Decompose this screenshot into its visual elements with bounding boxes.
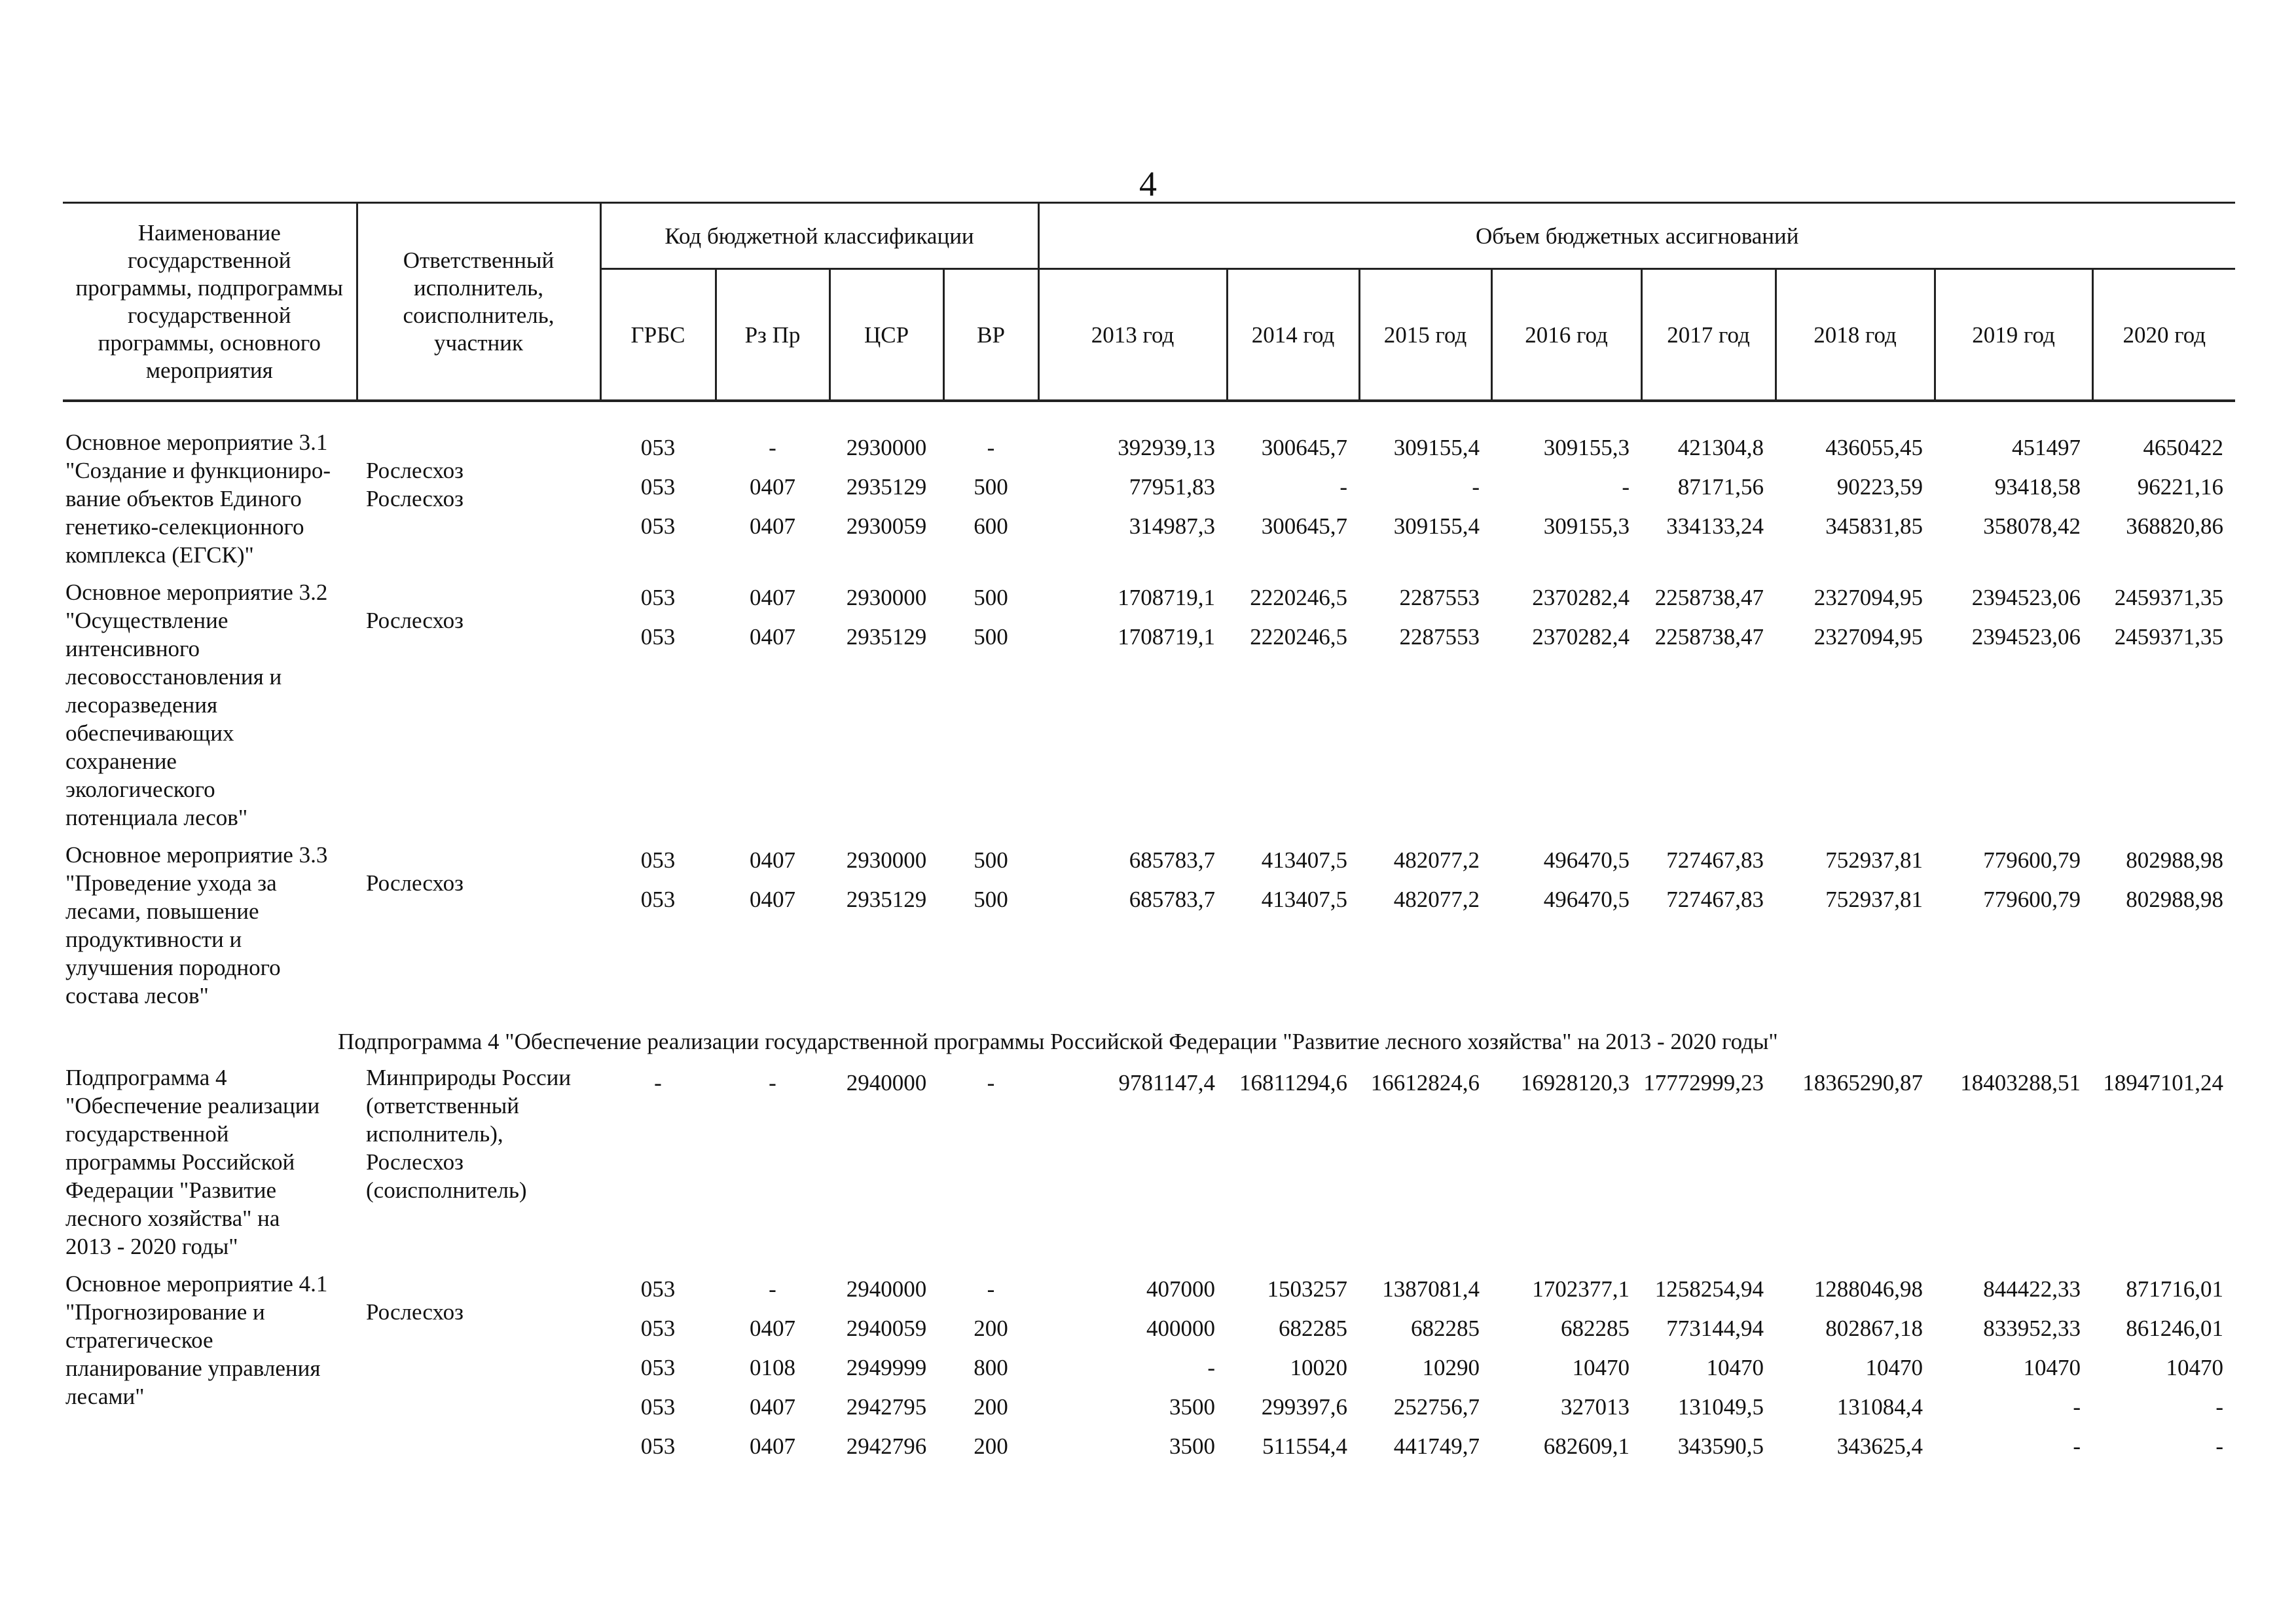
cell-y2016: 496470,5 [1543,847,1630,873]
cell-csr: 2940000 [846,1070,927,1096]
header-name: Наименование государственной программы, подпрограммы государственной программы, основного мероприятия [63,203,357,401]
cell-vr: 500 [974,624,1008,650]
cell-csr: 2949999 [846,1355,927,1380]
cell-vr: 500 [974,847,1008,873]
page-number: 4 [1139,164,1157,204]
cell-rzpr: 0407 [750,1316,795,1341]
cell-y2019: 93418,58 [1994,474,2081,500]
cell-y2017: 1258254,94 [1654,1276,1764,1302]
cell-grbs: 053 [640,624,676,650]
measure-name: Основное мероприятие 3.3 "Проведение ухода за лесами, повышение продуктивности и улучшения породного состава лесов" [65,842,328,1008]
cell-y2018: 752937,81 [1825,887,1923,912]
cell-vr: 600 [974,513,1008,539]
cell-y2019: 844422,33 [1983,1276,2081,1302]
cell-y2015: - [1472,474,1480,500]
cell-y2020: 2459371,35 [2114,624,2223,650]
cell-rzpr: - [769,435,776,460]
header-csr: ЦСР [829,269,943,401]
cell-vr: - [987,1276,995,1302]
cell-y2020: 10470 [2166,1355,2223,1380]
cell-y2014: 1503257 [1267,1276,1347,1302]
cell-y2014: 2220246,5 [1250,585,1347,610]
cell-y2018: 18365290,87 [1802,1070,1923,1096]
cell-rzpr: - [769,1070,776,1096]
header-vr: ВР [943,269,1038,401]
cell-y2019: 2394523,06 [1971,624,2081,650]
cell-y2019: 451497 [2012,435,2081,460]
header-year: 2014 год [1227,269,1359,401]
cell-y2017: 727467,83 [1666,887,1764,912]
cell-y2019: - [2073,1433,2081,1459]
cell-grbs: 053 [640,1316,676,1341]
cell-y2019: - [2073,1394,2081,1420]
cell-y2020: 18947101,24 [2103,1070,2223,1096]
cell-y2018: 802867,18 [1825,1316,1923,1341]
cell-y2013: 392939,13 [1118,435,1215,460]
cell-grbs: 053 [640,435,676,460]
cell-y2018: 343625,4 [1836,1433,1923,1459]
header-year: 2019 год [1935,269,2092,401]
cell-y2015: 309155,4 [1393,435,1480,460]
cell-y2017: 2258738,47 [1654,624,1764,650]
cell-y2014: 413407,5 [1261,847,1347,873]
cell-csr: 2940000 [846,1276,927,1302]
cell-vr: - [987,435,995,460]
cell-csr: 2942796 [846,1433,927,1459]
cell-rzpr: 0108 [750,1355,795,1380]
cell-y2017: 131049,5 [1677,1394,1764,1420]
cell-grbs: 053 [640,585,676,610]
cell-y2015: 482077,2 [1393,847,1480,873]
header-year: 2015 год [1359,269,1491,401]
cell-csr: 2935129 [846,474,927,500]
measure-name: Основное мероприятие 3.2 "Осуществление интенсивного лесовосстановления и лесоразведения обеспечивающих сохранение экологического потенциала лесов" [65,580,328,830]
cell-y2016: 1702377,1 [1532,1276,1630,1302]
cell-y2014: 2220246,5 [1250,624,1347,650]
cell-y2015: 252756,7 [1393,1394,1480,1420]
budget-table [63,202,2235,1475]
cell-grbs: 053 [640,1355,676,1380]
cell-y2013: 1708719,1 [1118,624,1215,650]
cell-y2013: - [1207,1355,1215,1380]
cell-y2018: 10470 [1865,1355,1923,1380]
cell-grbs: 053 [640,474,676,500]
cell-y2014: - [1339,474,1347,500]
cell-vr: 200 [974,1316,1008,1341]
cell-y2016: 682285 [1561,1316,1630,1341]
cell-y2014: 682285 [1279,1316,1347,1341]
cell-y2016: 682609,1 [1543,1433,1630,1459]
cell-y2020: - [2215,1433,2223,1459]
cell-y2013: 400000 [1146,1316,1215,1341]
cell-y2013: 3500 [1169,1433,1215,1459]
cell-y2014: 10020 [1290,1355,1347,1380]
cell-y2020: 861246,01 [2126,1316,2223,1341]
cell-vr: 200 [974,1433,1008,1459]
header-year: 2013 год [1038,269,1227,401]
cell-vr: 200 [974,1394,1008,1420]
cell-rzpr: 0407 [750,847,795,873]
cell-rzpr: 0407 [750,624,795,650]
cell-y2017: 2258738,47 [1654,585,1764,610]
cell-y2019: 2394523,06 [1971,585,2081,610]
measure-name: Основное мероприятие 4.1 "Прогнозирование и стратегическое планирование управления лесами" [65,1271,328,1409]
table-row [63,1063,2235,1270]
header-responsible: Ответственный исполнитель, соисполнитель, участник [357,203,600,401]
cell-y2017: 727467,83 [1666,847,1764,873]
cell-vr: 500 [974,474,1008,500]
cell-y2018: 2327094,95 [1813,624,1923,650]
cell-y2020: 871716,01 [2126,1276,2223,1302]
cell-csr: 2930059 [846,513,927,539]
responsible-executor: Рослесхоз [366,1299,464,1325]
cell-y2018: 436055,45 [1825,435,1923,460]
cell-y2017: 334133,24 [1666,513,1764,539]
cell-y2015: 10290 [1422,1355,1480,1380]
cell-csr: 2930000 [846,435,927,460]
cell-y2019: 779600,79 [1983,847,2081,873]
cell-y2016: - [1622,474,1630,500]
cell-y2017: 10470 [1706,1355,1764,1380]
cell-vr: 500 [974,585,1008,610]
cell-rzpr: 0407 [750,585,795,610]
cell-y2016: 16928120,3 [1520,1070,1630,1096]
cell-grbs: 053 [640,1394,676,1420]
cell-y2018: 1288046,98 [1813,1276,1923,1302]
cell-y2016: 2370282,4 [1532,585,1630,610]
header-year: 2020 год [2092,269,2235,401]
cell-y2015: 16612824,6 [1370,1070,1480,1096]
responsible-executor: Минприроды России (ответственный исполнитель), Рослесхоз (соисполнитель) [366,1065,572,1203]
cell-y2020: 802988,98 [2126,887,2223,912]
cell-csr: 2930000 [846,847,927,873]
cell-y2015: 482077,2 [1393,887,1480,912]
cell-y2016: 10470 [1572,1355,1630,1380]
header-budget-code: Код бюджетной классификации [600,203,1038,269]
cell-y2020: 368820,86 [2126,513,2223,539]
cell-csr: 2935129 [846,624,927,650]
cell-vr: - [987,1070,995,1096]
cell-y2017: 343590,5 [1677,1433,1764,1459]
cell-y2017: 773144,94 [1666,1316,1764,1341]
cell-y2014: 299397,6 [1261,1394,1347,1420]
cell-y2013: 407000 [1146,1276,1215,1302]
responsible-executor: Рослесхоз Рослесхоз [366,458,464,511]
cell-y2020: 802988,98 [2126,847,2223,873]
table-row [63,578,2235,841]
cell-y2020: 2459371,35 [2114,585,2223,610]
cell-y2019: 779600,79 [1983,887,2081,912]
cell-y2016: 327013 [1561,1394,1630,1420]
header-year: 2018 год [1776,269,1935,401]
cell-rzpr: 0407 [750,474,795,500]
cell-csr: 2930000 [846,585,927,610]
cell-y2016: 309155,3 [1543,435,1630,460]
cell-y2017: 17772999,23 [1643,1070,1764,1096]
header-grbs: ГРБС [600,269,716,401]
cell-y2018: 345831,85 [1825,513,1923,539]
cell-y2013: 9781147,4 [1118,1070,1215,1096]
header-year: 2017 год [1641,269,1776,401]
cell-rzpr: 0407 [750,887,795,912]
cell-y2016: 496470,5 [1543,887,1630,912]
cell-grbs: 053 [640,1433,676,1459]
cell-y2014: 300645,7 [1261,513,1347,539]
cell-grbs: 053 [640,887,676,912]
cell-y2019: 833952,33 [1983,1316,2081,1341]
cell-y2013: 685783,7 [1129,847,1215,873]
cell-grbs: 053 [640,1276,676,1302]
cell-rzpr: 0407 [750,513,795,539]
header-rzpr: Рз Пр [716,269,829,401]
cell-grbs: 053 [640,847,676,873]
cell-y2013: 1708719,1 [1118,585,1215,610]
cell-y2019: 18403288,51 [1960,1070,2081,1096]
cell-y2019: 358078,42 [1983,513,2081,539]
header-budget-volume: Объем бюджетных ассигнований [1038,203,2235,269]
cell-y2014: 300645,7 [1261,435,1347,460]
cell-y2013: 685783,7 [1129,887,1215,912]
cell-y2019: 10470 [2023,1355,2081,1380]
cell-y2015: 309155,4 [1393,513,1480,539]
cell-y2014: 16811294,6 [1239,1070,1347,1096]
cell-y2016: 2370282,4 [1532,624,1630,650]
subprogram-title: Подпрограмма 4 "Обеспечение реализации государственной программы Российской Федерации "Развитие лесного хозяйства" на 2013 - 2020 годы" [338,1028,1778,1054]
cell-rzpr: - [769,1276,776,1302]
measure-name: Подпрограмма 4 "Обеспечение реализации государственной программы Российской Федерации "Развитие лесного хозяйства" на 2013 - 2020 годы" [65,1065,320,1259]
table-row [63,428,2235,578]
cell-csr: 2942795 [846,1394,927,1420]
cell-y2013: 314987,3 [1129,513,1215,539]
cell-y2018: 752937,81 [1825,847,1923,873]
table-body [63,401,2235,1475]
cell-y2015: 2287553 [1399,585,1480,610]
responsible-executor: Рослесхоз [366,870,464,896]
cell-y2020: - [2215,1394,2223,1420]
cell-y2020: 96221,16 [2137,474,2223,500]
cell-y2014: 511554,4 [1262,1433,1347,1459]
cell-rzpr: 0407 [750,1394,795,1420]
cell-rzpr: 0407 [750,1433,795,1459]
cell-vr: 800 [974,1355,1008,1380]
table-row [63,841,2235,1019]
cell-y2014: 413407,5 [1261,887,1347,912]
cell-y2015: 1387081,4 [1382,1276,1480,1302]
cell-y2015: 441749,7 [1393,1433,1480,1459]
cell-csr: 2935129 [846,887,927,912]
cell-y2013: 3500 [1169,1394,1215,1420]
cell-y2016: 309155,3 [1543,513,1630,539]
cell-y2015: 682285 [1411,1316,1480,1341]
cell-vr: 500 [974,887,1008,912]
cell-y2020: 4650422 [2143,435,2223,460]
measure-name: Основное мероприятие 3.1 "Создание и функциониро- вание объектов Единого генетико-селекционного комплекса (ЕГСК)" [65,430,331,568]
cell-y2017: 421304,8 [1677,435,1764,460]
responsible-executor: Рослесхоз [366,608,464,633]
cell-y2017: 87171,56 [1677,474,1764,500]
cell-y2018: 131084,4 [1836,1394,1923,1420]
cell-grbs: 053 [640,513,676,539]
cell-y2018: 90223,59 [1836,474,1923,500]
cell-grbs: - [654,1070,662,1096]
cell-y2013: 77951,83 [1129,474,1215,500]
header-year: 2016 год [1491,269,1641,401]
cell-y2015: 2287553 [1399,624,1480,650]
cell-y2018: 2327094,95 [1813,585,1923,610]
table-row [63,1270,2235,1475]
cell-csr: 2940059 [846,1316,927,1341]
